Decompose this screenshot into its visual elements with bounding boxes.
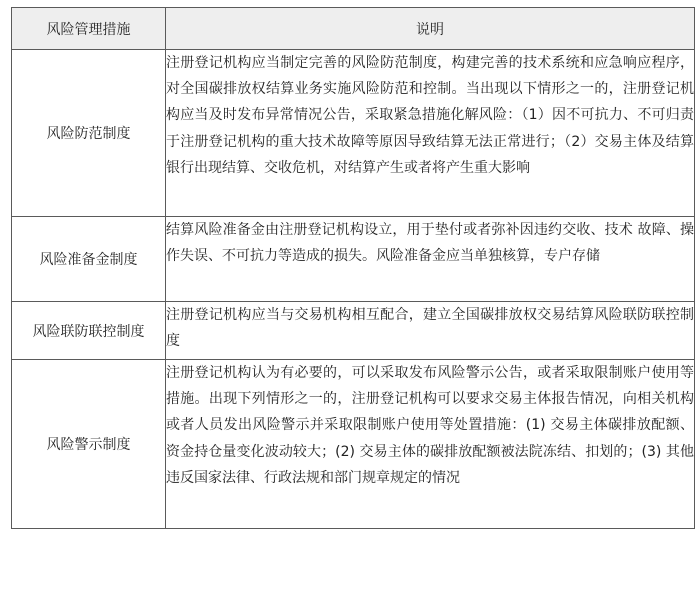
description-cell — [166, 50, 695, 217]
measure-cell: 风险准备金制度 — [12, 217, 166, 302]
header-description: 说明 — [166, 8, 695, 50]
risk-management-table — [11, 7, 695, 529]
description-text: 注册登记机构应当与交易机构相互配合，建立全国碳排放权交易结算风险联防联控制度 — [166, 307, 694, 350]
measure-cell: 风险防范制度 — [12, 50, 166, 217]
description-text: 结算风险准备金由注册登记机构设立，用于垫付或者弥补因违约交收、技术 故障、操作失误、不可抗力等造成的损失。风险准备金应当单独核算，专户存储 — [166, 222, 694, 265]
description-text: 注册登记机构应当制定完善的风险防范制度，构建完善的技术系统和应急响应程序，对全国碳排放权结算业务实施风险防范和控制。当出现以下情形之一的，注册登记机构应当及时发布异常情况公告，采取紧急措施化解风险：（1）因不可抗力、不可归责于注册登记机构的重大技术故障等原因导致结算无法正常进行；（2）交易主体及结算银行出现结算、交收危机，对结算产生或者将产生重大影响 — [166, 55, 694, 176]
header-row — [12, 8, 695, 50]
table-row — [12, 360, 695, 529]
measure-cell: 风险联防联控制度 — [12, 302, 166, 360]
description-cell — [166, 360, 695, 529]
description-cell — [166, 217, 695, 302]
header-measure: 风险管理措施 — [12, 8, 166, 50]
table-row — [12, 50, 695, 217]
table-row — [12, 302, 695, 360]
description-text: 注册登记机构认为有必要的，可以采取发布风险警示公告，或者采取限制账户使用等措施。出现下列情形之一的，注册登记机构可以要求交易主体报告情况，向相关机构或者人员发出风险警示并采取限制账户使用等处置措施：(1) 交易主体碳排放配额、资金持仓量变化波动较大；(2) 交易主体的碳排放配额被法院冻结、扣划的；(3) 其他违反国家法律、行政法规和部门规章规定的情况 — [166, 365, 694, 486]
description-cell — [166, 302, 695, 360]
table-row — [12, 217, 695, 302]
measure-cell: 风险警示制度 — [12, 360, 166, 529]
